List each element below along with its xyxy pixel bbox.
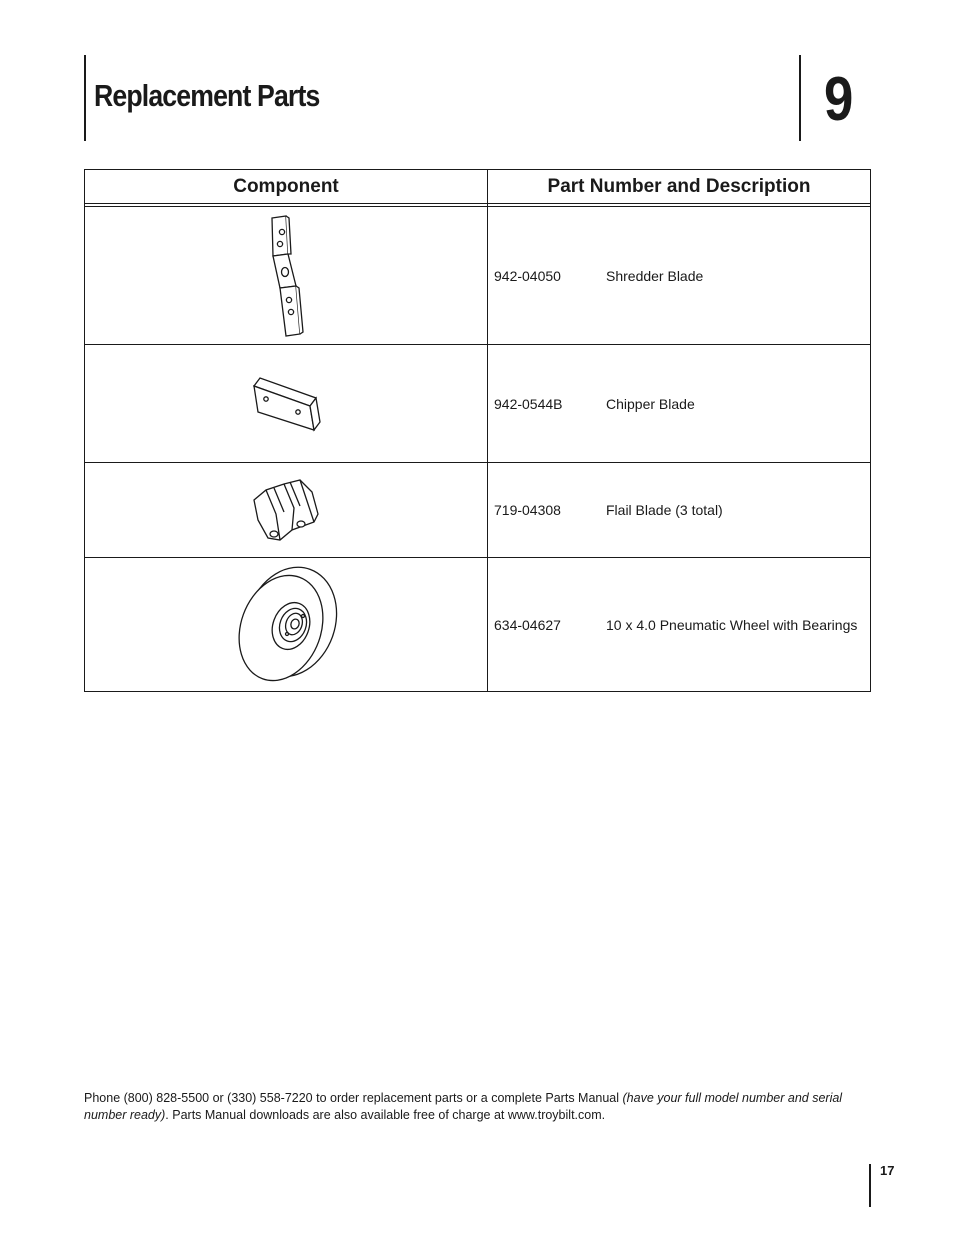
flail-blade-icon <box>244 470 328 550</box>
part-cell <box>488 558 871 692</box>
component-cell <box>85 463 488 558</box>
page-number: 17 <box>880 1163 895 1178</box>
chapter-number: 9 <box>824 65 854 134</box>
part-description: Shredder Blade <box>606 267 704 284</box>
part-description: 10 x 4.0 Pneumatic Wheel with Bearings <box>606 616 858 633</box>
part-cell <box>488 345 871 463</box>
table-row <box>85 207 871 345</box>
ordering-note-italic: (have your full model number and serial number ready) <box>84 1091 843 1122</box>
part-number: 942-0544B <box>494 395 563 412</box>
page-title: Replacement Parts <box>94 78 320 113</box>
part-cell <box>488 207 871 345</box>
table-header-row <box>85 170 871 204</box>
component-cell <box>85 207 488 345</box>
part-number: 634-04627 <box>494 616 561 633</box>
component-cell <box>85 558 488 692</box>
chapter-rule <box>799 55 801 141</box>
ordering-note <box>84 1090 884 1124</box>
chipper-blade-icon <box>250 372 322 436</box>
table-row <box>85 345 871 463</box>
part-description: Flail Blade (3 total) <box>606 502 723 518</box>
column-header-component: Component <box>85 170 488 204</box>
part-cell <box>488 463 871 558</box>
title-rule <box>84 55 86 141</box>
table-row <box>85 558 871 692</box>
ordering-note-text: Phone (800) 828-5500 or (330) 558-7220 to order replacement parts or a complete Parts Manual <box>84 1091 623 1105</box>
part-number: 719-04308 <box>494 502 561 518</box>
ordering-note-tail: . Parts Manual downloads are also available free of charge at www.troybilt.com. <box>165 1108 606 1122</box>
shredder-blade-icon <box>256 214 316 338</box>
parts-table <box>84 169 871 692</box>
wheel-icon <box>231 564 341 686</box>
part-description: Chipper Blade <box>606 395 695 412</box>
part-number: 942-04050 <box>494 267 561 284</box>
component-cell <box>85 345 488 463</box>
column-header-part-number: Part Number and Description <box>488 170 871 204</box>
table-row <box>85 463 871 558</box>
page-number-rule <box>869 1164 871 1207</box>
